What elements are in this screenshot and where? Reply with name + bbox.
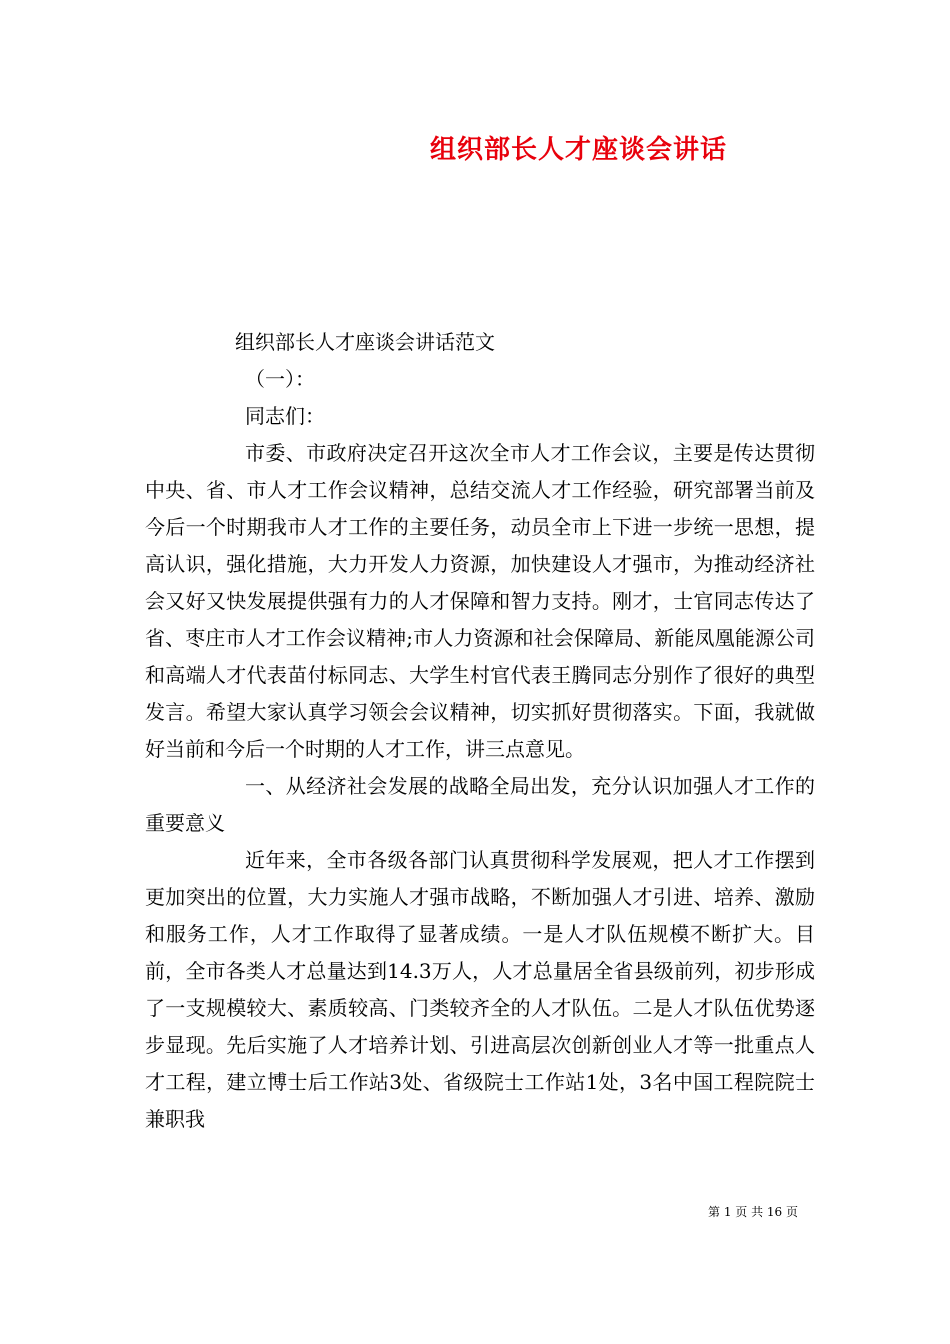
document-body bbox=[145, 324, 815, 1138]
section-heading: 一、从经济社会发展的战略全局出发，充分认识加强人才工作的重要意义 bbox=[145, 774, 815, 835]
paragraph-body: 近年来，全市各级各部门认真贯彻科学发展观，把人才工作摆到更加突出的位置，大力实施人才强市战略，不断加强人才引进、培养、激励和服务工作，人才工作取得了显著成绩。一是人才队伍规模不断扩大。目前，全市各类人才总量达到14.3万人，人才总量居全省县级前列，初步形成了一支规模较大、素质较高、门类较齐全的人才队伍。二是人才队伍优势逐步显现。先后实施了人才培养计划、引进高层次创新创业人才等一批重点人才工程，建立博士后工作站3处、省级院士工作站1处，3名中国工程院院士兼职我 bbox=[145, 848, 815, 1131]
page-title: 组织部长人才座谈会讲话 bbox=[430, 135, 728, 165]
page-footer: 第 1 页 共 16 页 bbox=[708, 1205, 798, 1219]
document-subtitle: 组织部长人才座谈会讲话范文 bbox=[235, 330, 495, 354]
paragraph-intro: 市委、市政府决定召开这次全市人才工作会议，主要是传达贯彻中央、省、市人才工作会议精神，总结交流人才工作经验，研究部署当前及今后一个时期我市人才工作的主要任务，动员全市上下进一步统一思想，提高认识，强化措施，大力开发人力资源，加快建设人才强市，为推动经济社会又好又快发展提供强有力的人才保障和智力支持。刚才，士官同志传达了省、枣庄市人才工作会议精神;市人力资源和社会保障局、新能凤凰能源公司和高端人才代表苗付标同志、大学生村官代表王腾同志分别作了很好的典型发言。希望大家认真学习领会会议精神，切实抓好贯彻落实。下面，我就做好当前和今后一个时期的人才工作，讲三点意见。 bbox=[145, 441, 815, 761]
greeting: 同志们： bbox=[245, 404, 325, 428]
section-number: （一）： bbox=[245, 367, 315, 391]
